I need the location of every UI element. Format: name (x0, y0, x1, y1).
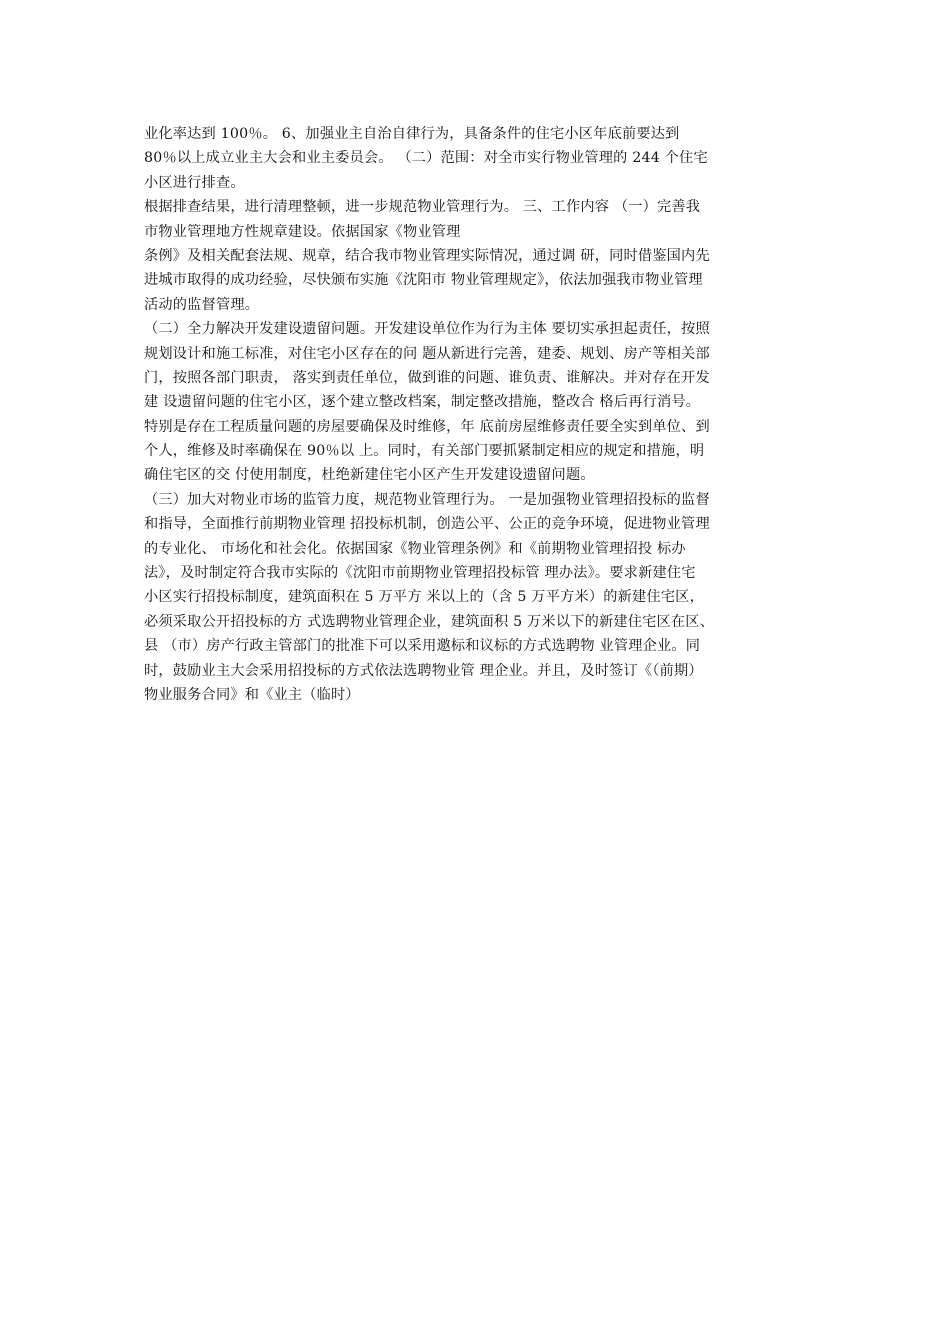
text-line-2: 80％以上成立业主大会和业主委员会。 （二）范围：对全市实行物业管理的 244 个住宅 (144, 150, 708, 167)
text-line-11: 门，按照各部门职责， 落实到责任单位，做到谁的问题、谁负责、谁解决。并对存在开发 (144, 369, 710, 386)
text-line-14: 个人，维修及时率确保在 90％以 上。同时，有关部门要抓紧制定相应的规定和措施，明 (144, 443, 705, 460)
text-line-20: 小区实行招投标制度，建筑面积在 5 万平方 米以上的（含 5 万平方米）的新建住宅区， (144, 589, 704, 606)
text-line-17: 和指导，全面推行前期物业管理 招投标机制，创造公平、公正的竞争环境，促进物业管理 (144, 516, 710, 533)
text-line-18: 的专业化、 市场化和社会化。依据国家《物业管理条例》和《前期物业管理招投 标办 (144, 540, 686, 557)
text-line-13: 特别是存在工程质量问题的房屋要确保及时维修，年 底前房屋维修责任要全实到单位、到 (144, 418, 710, 435)
text-line-21: 必须采取公开招投标的方 式选聘物业管理企业，建筑面积 5 万米以下的新建住宅区在区、 (144, 613, 715, 630)
text-line-6: 条例》及相关配套法规、规章，结合我市物业管理实际情况，通过调 研，同时借鉴国内先 (144, 247, 710, 264)
text-line-16: （三）加大对物业市场的监管力度，规范物业管理行为。 一是加强物业管理招投标的监督 (144, 491, 710, 508)
document-body (144, 122, 834, 707)
text-line-3: 小区进行排查。 (144, 174, 245, 191)
text-line-22: 县 （市）房产行政主管部门的批准下可以采用邀标和议标的方式选聘物 业管理企业。同 (144, 638, 701, 655)
text-line-10: 规划设计和施工标准，对住宅小区存在的问 题从新进行完善，建委、规划、房产等相关部 (144, 345, 710, 362)
text-line-15: 确住宅区的交 付使用制度，杜绝新建住宅小区产生开发建设遗留问题。 (144, 467, 595, 484)
text-line-23: 时，鼓励业主大会采用招投标的方式依法选聘物业管 理企业。并且，及时签订《（前期） (144, 662, 703, 679)
text-line-7: 进城市取得的成功经验，尽快颁布实施《沈阳市 物业管理规定》，依法加强我市物业管理 (144, 272, 703, 289)
text-line-5: 市物业管理地方性规章建设。依据国家《物业管理 (144, 223, 461, 240)
text-line-4: 根据排查结果，进行清理整顿，进一步规范物业管理行为。 三、工作内容 （一）完善我 (144, 199, 701, 216)
text-line-19: 法》，及时制定符合我市实际的《沈阳市前期物业管理招投标管 理办法》。要求新建住宅 (144, 565, 696, 582)
text-line-24: 物业服务合同》和《业主（临时） (144, 686, 360, 703)
text-line-12: 建 设遗留问题的住宅小区，逐个建立整改档案，制定整改措施，整改合 格后再行消号。 (144, 394, 701, 411)
text-line-9: （二）全力解决开发建设遗留问题。开发建设单位作为行为主体 要切实承担起责任，按照 (144, 321, 710, 338)
text-line-1: 业化率达到 100％。 6、加强业主自治自律行为，具备条件的住宅小区年底前要达到 (144, 126, 680, 142)
text-line-8: 活动的监督管理。 (144, 296, 260, 313)
